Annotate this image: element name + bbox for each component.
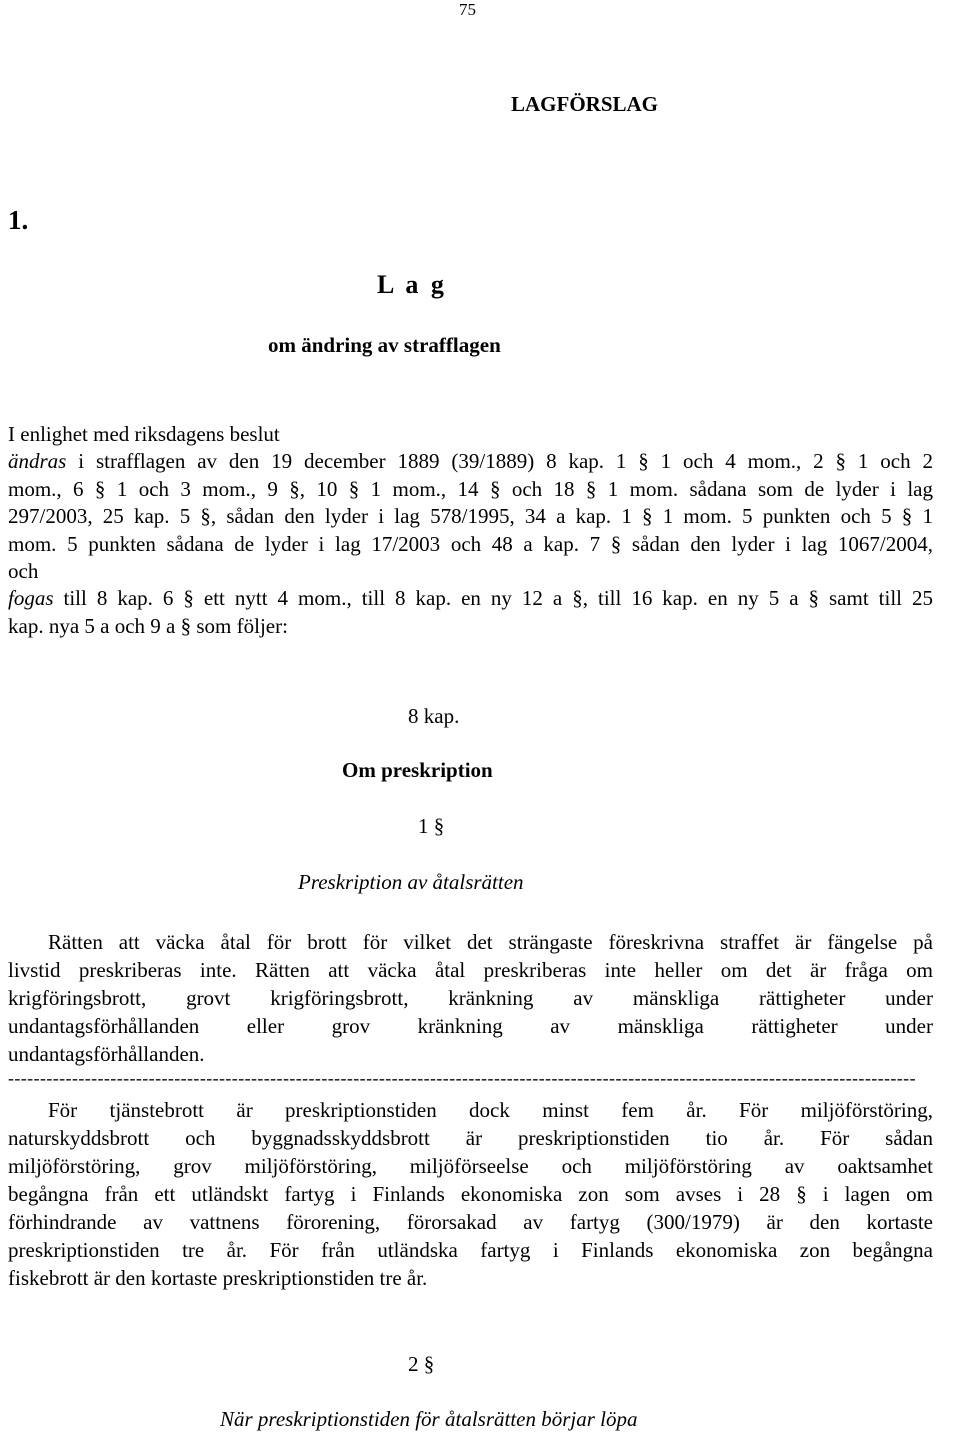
section-1-label: 1 § <box>418 814 445 838</box>
section-2-title: När preskriptionstiden för åtalsrätten börjar löpa <box>220 1407 638 1431</box>
italic-verb-fogas: fogas <box>8 586 54 611</box>
paragraph-line: begångna från ett utländskt fartyg i Finlands ekonomiska zon som avses i 28 § i lagen om <box>8 1182 933 1206</box>
intro-line: mom. 5 punkten sådana de lyder i lag 17/2003 och 48 a kap. 7 § sådan den lyder i lag 1067/2004, <box>8 531 933 556</box>
paragraph-line: krigföringsbrott, grovt krigföringsbrott, kränkning av mänskliga rättigheter under <box>8 986 933 1010</box>
law-title: L a g <box>377 270 447 299</box>
intro-line: I enlighet med riksdagens beslut <box>8 422 280 446</box>
intro-line-text: till 8 kap. 6 § ett nytt 4 mom., till 8 kap. en ny 12 a §, till 16 kap. en ny 5 a § samt till 25 <box>53 586 933 611</box>
document-heading: LAGFÖRSLAG <box>511 92 659 116</box>
paragraph-line: fiskebrott är den kortaste preskriptionstiden tre år. <box>8 1266 428 1290</box>
intro-line <box>8 585 933 612</box>
page-number: 75 <box>459 0 476 19</box>
intro-line-text: i strafflagen av den 19 december 1889 (39/1889) 8 kap. 1 § 1 och 4 mom., 2 § 1 och 2 <box>66 449 933 474</box>
intro-line <box>8 448 933 475</box>
paragraph-line: För tjänstebrott är preskriptionstiden dock minst fem år. För miljöförstöring, <box>48 1098 933 1122</box>
section-1-paragraph <box>8 928 933 1068</box>
omission-separator: ---------------------------------------------------------------------------------------------------------------------------------------------- <box>8 1070 916 1086</box>
law-subtitle: om ändring av strafflagen <box>268 333 501 357</box>
intro-line: mom., 6 § 1 och 3 mom., 9 §, 10 § 1 mom., 14 § och 18 § 1 mom. sådana som de lyder i lag <box>8 476 933 501</box>
section-2-label: 2 § <box>408 1352 435 1376</box>
intro-line: och <box>8 559 39 584</box>
chapter-number: 8 kap. <box>408 704 460 728</box>
intro-line: 297/2003, 25 kap. 5 §, sådan den lyder i lag 578/1995, 34 a kap. 1 § 1 mom. 5 punkten och 5 § 1 <box>8 504 933 529</box>
chapter-title: Om preskription <box>342 758 493 782</box>
section-1-paragraph-2 <box>8 1096 933 1292</box>
paragraph-line: Rätten att väcka åtal för brott för vilket det strängaste föreskrivna straffet är fängelse på <box>48 930 933 954</box>
section-1-title: Preskription av åtalsrätten <box>298 870 524 894</box>
paragraph-line: preskriptionstiden tre år. För från utländska fartyg i Finlands ekonomiska zon begångna <box>8 1238 933 1262</box>
section-number: 1. <box>8 205 29 235</box>
italic-verb-andras: ändras <box>8 449 67 474</box>
paragraph-line: livstid preskriberas inte. Rätten att väcka åtal preskriberas inte heller om det är fråga om <box>8 958 933 982</box>
paragraph-line: naturskyddsbrott och byggnadsskyddsbrott är preskriptionstiden tio år. För sådan <box>8 1126 933 1150</box>
paragraph-line: miljöförstöring, grov miljöförstöring, miljöförseelse och miljöförstöring av oaktsamhet <box>8 1154 933 1178</box>
paragraph-line: undantagsförhållanden eller grov kränkning av mänskliga rättigheter under <box>8 1014 933 1038</box>
intro-paragraph <box>8 421 933 640</box>
intro-line: kap. nya 5 a och 9 a § som följer: <box>8 613 288 638</box>
paragraph-line: undantagsförhållanden. <box>8 1042 205 1066</box>
paragraph-line: förhindrande av vattnens förorening, förorsakad av fartyg (300/1979) är den kortaste <box>8 1210 933 1234</box>
